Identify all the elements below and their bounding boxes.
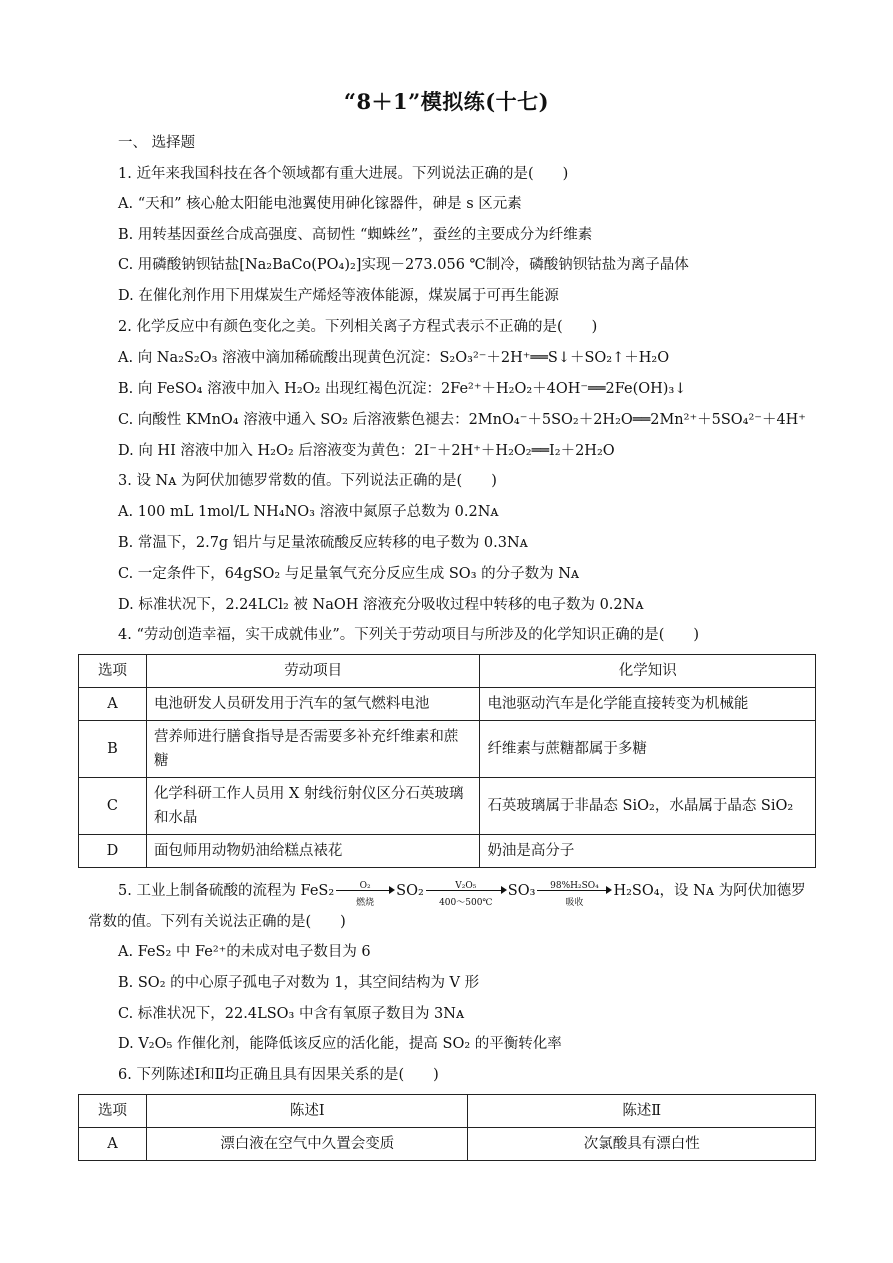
table-header: 陈述Ⅰ [146, 1095, 468, 1128]
arrow-condition-bottom: 吸收 [565, 898, 584, 908]
table-header: 劳动项目 [146, 655, 480, 688]
table-row [79, 778, 816, 835]
table-row [79, 721, 816, 778]
q2-option-a: A. 向 Na₂S₂O₃ 溶液中滴加稀硫酸出现黄色沉淀：S₂O₃²⁻＋2H⁺══S↓＋SO₂↑＋H₂O [118, 350, 670, 366]
q4-table [78, 654, 816, 868]
q2-stem: 2. 化学反应中有颜色变化之美。下列相关离子方程式表示不正确的是( ) [118, 319, 598, 335]
q2-option-b: B. 向 FeSO₄ 溶液中加入 H₂O₂ 出现红褐色沉淀：2Fe²⁺＋H₂O₂＋4OH⁻══2Fe(OH)₃↓ [118, 381, 687, 397]
q5-option-d: D. V₂O₅ 作催化剂，能降低该反应的活化能，提高 SO₂ 的平衡转化率 [118, 1036, 562, 1052]
table-row [79, 688, 816, 721]
q4-stem: 4. “劳动创造幸福，实干成就伟业”。下列关于劳动项目与所涉及的化学知识正确的是( ) [118, 627, 700, 643]
table-cell-project: 化学科研工作人员用 X 射线衍射仪区分石英玻璃和水晶 [146, 778, 480, 835]
table-cell-statement-1: 漂白液在空气中久置会变质 [146, 1128, 468, 1161]
q6-table [78, 1094, 816, 1161]
q5-stem-suffix: H₂SO₄，设 Nᴀ 为阿伏加德罗 [613, 883, 806, 899]
q3-option-d: D. 标准状况下，2.24LCl₂ 被 NaOH 溶液充分吸收过程中转移的电子数为 0.2Nᴀ [118, 597, 644, 613]
table-header: 化学知识 [480, 655, 816, 688]
q2-option-c: C. 向酸性 KMnO₄ 溶液中通入 SO₂ 后溶液紫色褪去：2MnO₄⁻＋5SO₂＋2H₂O══2Mn²⁺＋5SO₄²⁻＋4H⁺ [118, 412, 806, 428]
q5-option-c: C. 标准状况下，22.4LSO₃ 中含有氧原子数目为 3Nᴀ [118, 1006, 465, 1022]
arrow-condition-bottom: 燃烧 [356, 898, 375, 908]
q3-option-b: B. 常温下，2.7g 铝片与足量浓硫酸反应转移的电子数为 0.3Nᴀ [118, 535, 528, 551]
table-cell-option: A [79, 688, 147, 721]
table-row [79, 1128, 816, 1161]
table-row [79, 835, 816, 868]
reaction-arrow [535, 881, 613, 908]
table-cell-knowledge: 石英玻璃属于非晶态 SiO₂，水晶属于晶态 SiO₂ [480, 778, 816, 835]
table-cell-project: 营养师进行膳食指导是否需要多补充纤维素和蔗糖 [146, 721, 480, 778]
arrow-condition-bottom: 400～500℃ [439, 898, 493, 908]
table-header-row [79, 1095, 816, 1128]
table-cell-project: 电池研发人员研发用于汽车的氢气燃料电池 [146, 688, 480, 721]
q5-stem-prefix: 5. 工业上制备硫酸的流程为 FeS₂ [118, 883, 335, 899]
table-cell-knowledge: 奶油是高分子 [480, 835, 816, 868]
q1-stem: 1. 近年来我国科技在各个领域都有重大进展。下列说法正确的是( ) [118, 166, 569, 182]
table-header: 选项 [79, 655, 147, 688]
table-cell-option: C [79, 778, 147, 835]
q5-intermediate: SO₂ [396, 883, 424, 899]
table-cell-option: B [79, 721, 147, 778]
q3-stem: 3. 设 Nᴀ 为阿伏加德罗常数的值。下列说法正确的是( ) [118, 473, 497, 489]
section-heading: 一、 选择题 [118, 135, 196, 151]
table-cell-option: A [79, 1128, 147, 1161]
table-cell-knowledge: 电池驱动汽车是化学能直接转变为机械能 [480, 688, 816, 721]
q3-option-c: C. 一定条件下，64gSO₂ 与足量氧气充分反应生成 SO₃ 的分子数为 Nᴀ [118, 566, 580, 582]
q5-stem-continued: 常数的值。下列有关说法正确的是( ) [88, 914, 346, 930]
q5-option-a: A. FeS₂ 中 Fe²⁺的未成对电子数目为 6 [118, 944, 371, 960]
arrow-condition-top: 98%H₂SO₄ [550, 881, 599, 891]
q3-option-a: A. 100 mL 1mol/L NH₄NO₃ 溶液中氮原子总数为 0.2Nᴀ [118, 504, 499, 520]
arrow-condition-top: O₂ [359, 881, 371, 891]
reaction-arrow [334, 881, 396, 908]
page-title: “8＋1”模拟练(十七) [343, 89, 550, 114]
q1-option-b: B. 用转基因蚕丝合成高强度、高韧性 “蜘蛛丝”，蚕丝的主要成分为纤维素 [118, 227, 593, 243]
table-cell-knowledge: 纤维素与蔗糖都属于多糖 [480, 721, 816, 778]
q2-option-d: D. 向 HI 溶液中加入 H₂O₂ 后溶液变为黄色：2I⁻＋2H⁺＋H₂O₂══I₂＋2H₂O [118, 443, 615, 459]
q1-option-d: D. 在催化剂作用下用煤炭生产烯烃等液体能源，煤炭属于可再生能源 [118, 288, 559, 304]
table-header: 选项 [79, 1095, 147, 1128]
table-header-row [79, 655, 816, 688]
q1-option-c: C. 用磷酸钠钡钴盐[Na₂BaCo(PO₄)₂]实现－273.056 ℃制冷，磷酸钠钡钴盐为离子晶体 [118, 257, 689, 273]
q5-option-b: B. SO₂ 的中心原子孤电子对数为 1，其空间结构为 V 形 [118, 975, 480, 991]
q6-stem: 6. 下列陈述Ⅰ和Ⅱ均正确且具有因果关系的是( ) [118, 1067, 439, 1083]
arrow-condition-top: V₂O₅ [455, 881, 477, 891]
table-cell-option: D [79, 835, 147, 868]
table-cell-project: 面包师用动物奶油给糕点裱花 [146, 835, 480, 868]
q5-intermediate: SO₃ [507, 883, 536, 899]
table-cell-statement-2: 次氯酸具有漂白性 [468, 1128, 816, 1161]
table-header: 陈述Ⅱ [468, 1095, 816, 1128]
q1-option-a: A. “天和” 核心舱太阳能电池翼使用砷化镓器件，砷是 s 区元素 [118, 196, 522, 212]
